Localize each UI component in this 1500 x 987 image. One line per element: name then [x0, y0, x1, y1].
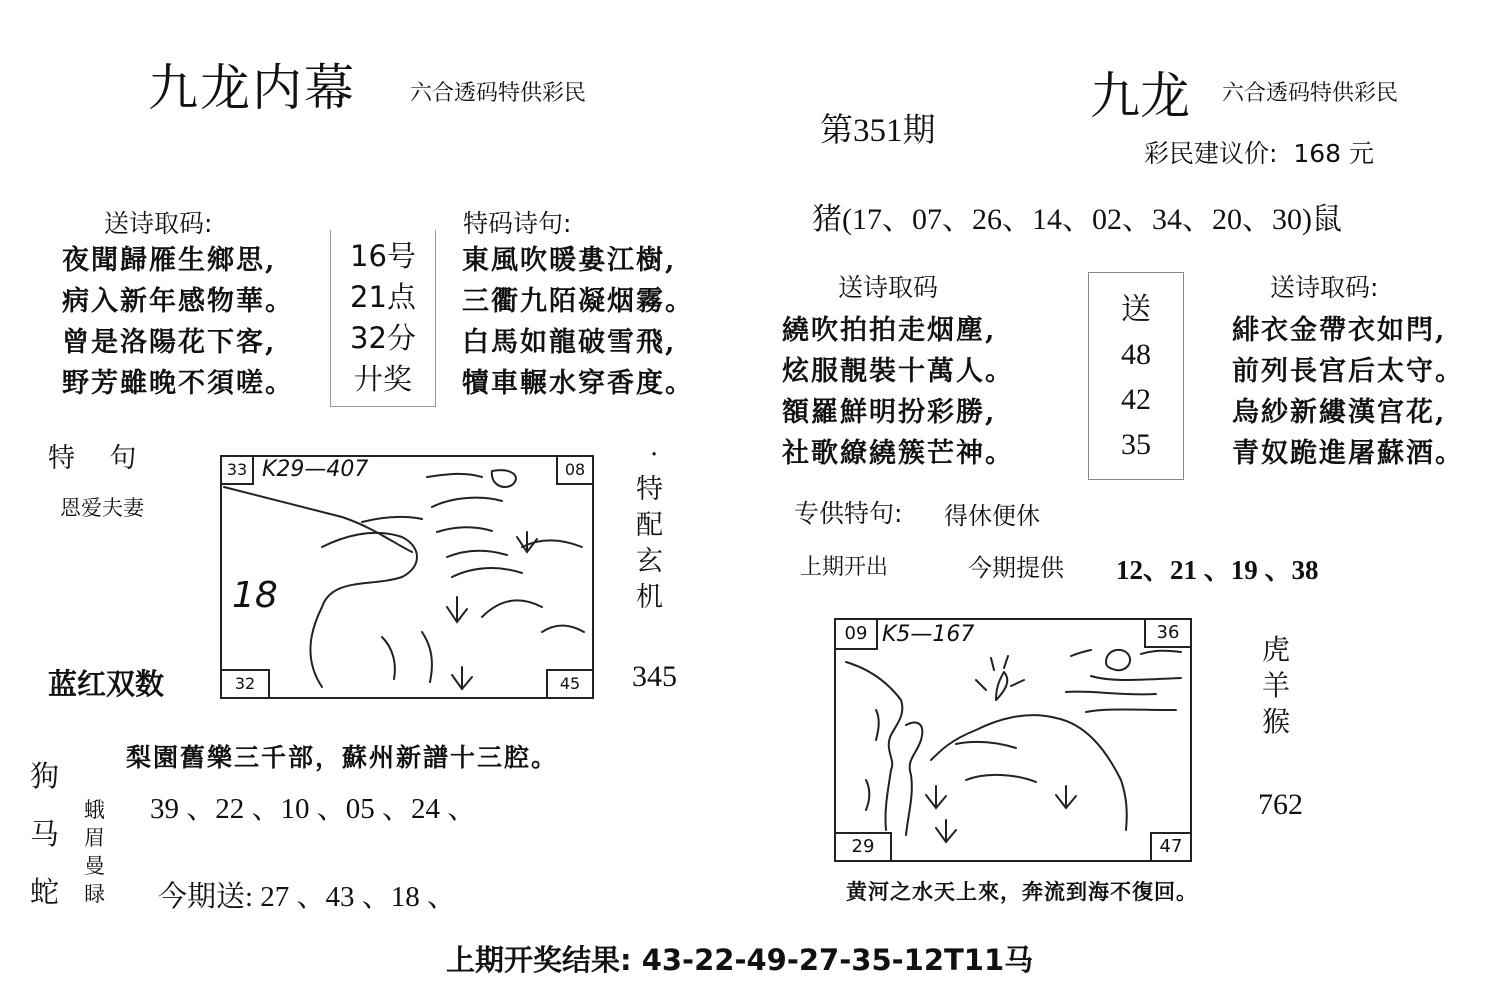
left-center-box — [330, 230, 436, 407]
vertical-char: 特 — [636, 474, 663, 505]
left-side-vertical — [636, 472, 663, 616]
sketch-number: 18 — [232, 575, 278, 616]
vertical-char: 羊 — [1262, 669, 1291, 702]
poem-line: 額羅鮮明扮彩勝, — [782, 397, 997, 428]
vertical-char: 虎 — [1262, 633, 1291, 666]
te-ju-value: 恩爱夫妻 — [60, 496, 144, 520]
provide-numbers: 12、21 、19 、38 — [1116, 555, 1319, 585]
river-sketch-icon — [836, 620, 1190, 860]
left-poem-heading: 送诗取码: — [104, 209, 213, 238]
left-verse: 梨園舊樂三千部，蘇州新譜十三腔。 — [126, 743, 559, 772]
vertical-char: 曼 — [84, 854, 105, 878]
poem-line: 野芳雖晚不須嗟。 — [62, 368, 294, 399]
special-sentence-label: 专供特句: — [794, 499, 903, 528]
vertical-char: 猴 — [1262, 705, 1291, 738]
corner-number: 08 — [556, 457, 592, 485]
left-subtitle: 六合透码特供彩民 — [410, 81, 587, 106]
sketch-note: K5—167 — [882, 622, 975, 647]
right-poem2 — [1232, 310, 1464, 474]
corner-number: 29 — [836, 832, 892, 860]
corner-number: 36 — [1144, 620, 1190, 648]
vertical-char: 睩 — [84, 882, 105, 906]
poem-line: 青奴跪進屠蘇酒。 — [1232, 438, 1464, 469]
poem-line: 犢車輾水穿香度。 — [462, 368, 694, 399]
vertical-char: 眉 — [84, 826, 105, 850]
box-line: 21点 — [350, 280, 416, 314]
issue-number: 第351期 — [820, 113, 936, 149]
send-line: 今期送: 27 、43 、18 、 — [158, 881, 457, 913]
left-special-heading: 特码诗句: — [463, 209, 572, 238]
poem-line: 三衢九陌凝烟霧。 — [462, 286, 694, 317]
vertical-char: 配 — [636, 510, 663, 541]
price: 彩民建议价: 168 元 — [1144, 139, 1374, 168]
vertical-char: 狗 — [30, 761, 60, 793]
special-sentence: 得休便休 — [944, 502, 1040, 530]
right-title: 九龙 — [1090, 67, 1190, 125]
right-side-number: 762 — [1258, 788, 1303, 821]
animals-vertical — [30, 748, 59, 922]
sketch-note: K29—407 — [262, 457, 369, 482]
vertical-char: 玄 — [636, 546, 663, 577]
left-title: 九龙内幕 — [148, 59, 356, 117]
box-line: 48 — [1121, 338, 1151, 371]
right-subtitle: 六合透码特供彩民 — [1222, 81, 1399, 106]
vertical-char: 马 — [30, 819, 60, 851]
footer-result: 上期开奖结果: 43-22-49-27-35-12T11马 — [446, 943, 1034, 977]
poem-line: 緋衣金帶衣如閂, — [1232, 315, 1447, 346]
left-special-poem — [462, 240, 694, 404]
colors-label: 蓝红双数 — [48, 669, 165, 701]
poem-line: 病入新年感物華。 — [62, 286, 294, 317]
right-sketch-box — [834, 618, 1192, 862]
poem-line: 炫服靚裝十萬人。 — [782, 356, 1014, 387]
poem-line: 夜聞歸雁生鄉思, — [62, 245, 277, 276]
box-line: 廾奖 — [353, 362, 412, 396]
left-sketch-box — [220, 455, 594, 699]
poem-line: 社歌繚繞簇芒神。 — [782, 438, 1014, 469]
left-poem — [62, 240, 294, 404]
vertical-char: 蛾 — [84, 798, 105, 822]
vertical-char: 蛇 — [30, 877, 60, 909]
right-center-box — [1088, 272, 1184, 480]
corner-number: 32 — [222, 669, 270, 697]
landscape-sketch-icon — [222, 457, 592, 697]
left-side-number: 345 — [632, 660, 677, 693]
box-line: 32分 — [350, 321, 416, 355]
poem-line: 繞吹拍拍走烟塵, — [782, 315, 997, 346]
poem-line: 東風吹暖婁江樹, — [462, 245, 677, 276]
poem-line: 前列長宫后太守。 — [1232, 356, 1464, 387]
corner-number: 47 — [1150, 832, 1190, 860]
last-open-label: 上期开出 — [800, 555, 889, 580]
poem-line: 烏紗新縷漢宫花, — [1232, 397, 1447, 428]
box-line: 35 — [1121, 428, 1151, 461]
pig-line: 猪(17、07、26、14、02、34、20、30)鼠 — [812, 203, 1342, 236]
corner-number: 09 — [836, 620, 878, 650]
poem-line: 白馬如龍破雪飛, — [462, 327, 677, 358]
vertical-char: 机 — [636, 582, 663, 613]
box-line: 42 — [1121, 383, 1151, 416]
right-poem2-heading: 送诗取码: — [1270, 273, 1379, 302]
box-line: 16号 — [350, 239, 416, 273]
right-verse: 黄河之水天上來，奔流到海不復回。 — [846, 879, 1198, 904]
left-side-dot: · — [650, 440, 659, 470]
right-poem-heading: 送诗取码 — [838, 273, 939, 302]
corner-number: 33 — [222, 457, 254, 485]
right-side-vertical — [1262, 632, 1290, 740]
small-vertical — [84, 796, 105, 908]
corner-number: 45 — [546, 669, 592, 697]
provide-label: 今期提供 — [968, 554, 1064, 582]
poem-line: 曾是洛陽花下客, — [62, 327, 277, 358]
numbers-line: 39 、22 、10 、05 、24 、 — [150, 793, 477, 825]
right-poem — [782, 310, 1014, 474]
box-line: 送 — [1121, 293, 1151, 326]
te-ju-label: 特 句 — [48, 443, 137, 474]
